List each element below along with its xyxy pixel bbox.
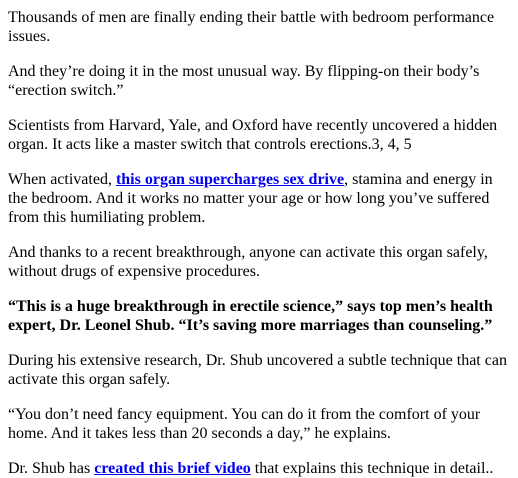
paragraph-activation-text-after: , stamina and energy in the bedroom. And it works no matter your age or how long you’ve suffered from this humiliating problem.: [8, 171, 493, 226]
paragraph-expert-quote: “This is a huge breakthrough in erectile science,” says top men’s health expert, Dr. Leonel Shub. “It’s saving more marriages than counseling.”: [8, 298, 493, 334]
paragraph-explains-quote: “You don’t need fancy equipment. You can do it from the comfort of your home. And it takes less than 20 seconds a day,” he explains.: [8, 406, 481, 442]
paragraph-video: [8, 459, 512, 478]
paragraph-activation: [8, 170, 512, 227]
supercharges-sex-drive-link[interactable]: this organ supercharges sex drive: [115, 171, 345, 188]
paragraph-scientists: Scientists from Harvard, Yale, and Oxford have recently uncovered a hidden organ. It acts like a master switch that controls erections.3, 4, 5: [8, 117, 498, 153]
paragraph-activation-text-before: When activated,: [8, 171, 116, 188]
brief-video-link[interactable]: created this brief video: [94, 460, 251, 477]
paragraph-erection-switch: And they’re doing it in the most unusual way. By flipping-on their body’s “erection switch.”: [8, 63, 480, 99]
paragraph-breakthrough: And thanks to a recent breakthrough, anyone can activate this organ safely, without drugs of expensive procedures.: [8, 244, 488, 280]
paragraph-intro: Thousands of men are finally ending their battle with bedroom performance issues.: [8, 9, 495, 45]
paragraph-video-text-before: Dr. Shub has: [8, 460, 95, 477]
paragraph-research: During his extensive research, Dr. Shub uncovered a subtle technique that can activate this organ safely.: [8, 352, 507, 388]
paragraph-video-text-after: that explains this technique in detail..: [250, 460, 494, 477]
